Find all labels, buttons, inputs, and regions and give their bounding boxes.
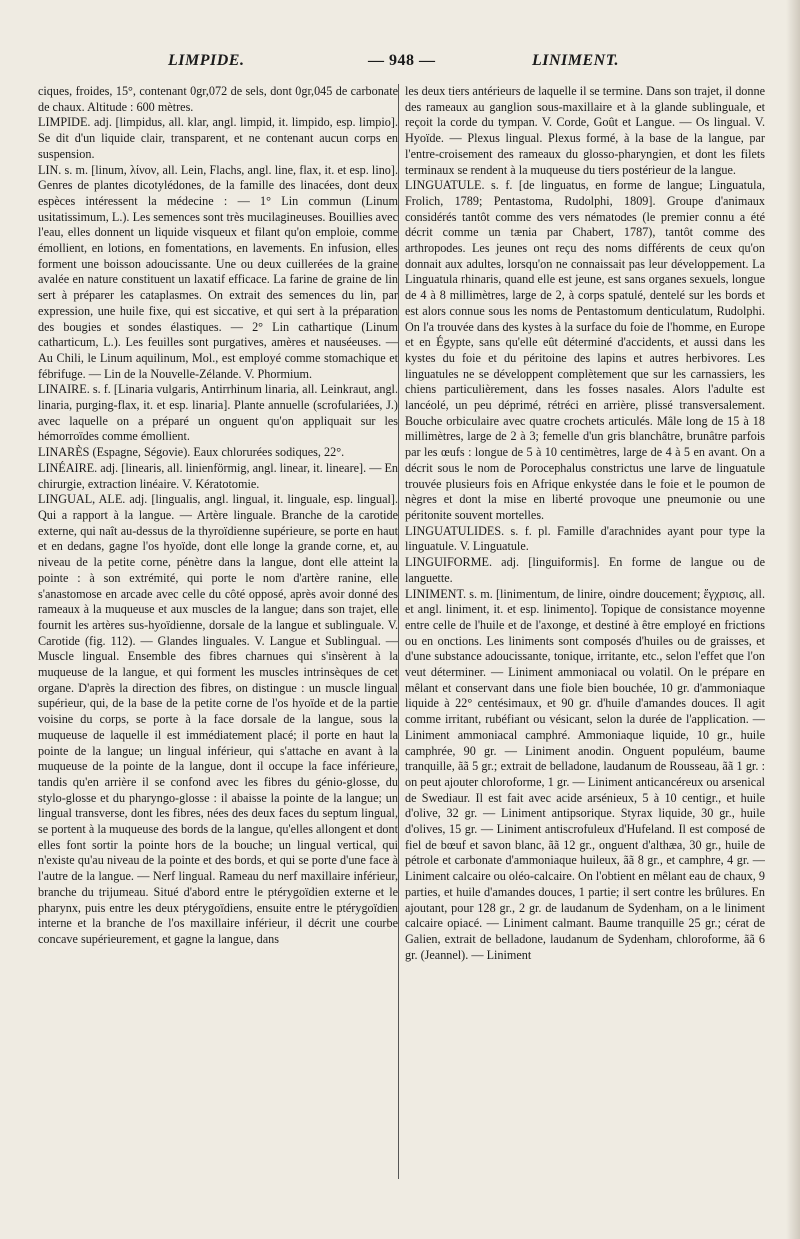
entry-limpide: LIMPIDE. adj. [limpidus, all. klar, angl. limpid, it. limpido, esp. limpio]. Se dit d'un liquide clair, transparent, et ne contenant aucun corps en suspension. — [38, 115, 398, 161]
running-header — [40, 52, 760, 78]
entry-lineaire: LINÉAIRE. adj. [linearis, all. linienförmig, angl. linear, it. lineare]. — En chirurgie, extraction linéaire. V. Kératotomie. — [38, 460, 398, 491]
page-number: — 948 — — [368, 52, 436, 69]
page-edge-shadow — [786, 0, 800, 1239]
entry-linares: LINARÈS (Espagne, Ségovie). Eaux chlorurées sodiques, 22°. — [38, 445, 345, 460]
entry-linguatule: LINGUATULE. s. f. [de linguatus, en forme de langue; Linguatula, Frolich, 1789; Pentastoma, Rudolphi, 1809]. Groupe d'animaux considérés tantôt comme des vers nématodes (le premier connu a été décrit comme un tænia par Chabert, 1787), tantôt comme des arthropodes. Les jeunes ont reçu des noms différents de ceux qu'on donnait aux adultes, lorsqu'on ne connaissait pas leur développement. La Linguatula rhinaris, quand elle est jeune, est sans organes sexuels, longue de 4 à 8 millimètres, large de 2, à corps spatulé, dentelé sur les bords et est alors connue sous les noms de Pentastomum denticulatum, Rudolphi. On l'a trouvée dans des kystes à la surface du foie de l'homme, en Europe et en Égypte, sans qu'elle eût déterminé d'accidents, et aussi dans les kystes du foie et du péritoine des lapins et autres herbivores. Les linguatules ne se développent complètement que sur les carnassiers, les chiens particulièrement, dans les fosses nasales. Alors l'adulte est lancéolé, un peu déprimé, rétréci en arrière, plissé transversalement. Bouche orbiculaire avec quatre crochets articulés. Mâle long de 15 à 18 millimètres, large de 2 à 3; femelle d'un gris blanchâtre, brunâtre parfois par les œufs : longue de 5 à 10 centimètres, large de 4 à 5 en avant. On a décrit sous le nom de Porocephalus constrictus une larve de linguatule trouvée plusieurs fois en Afrique enkystée dans le foie et le poumon de nègres et dont la mise en liberté provoque une pneumonie ou une péritonite souvent mortelles. — [405, 178, 765, 522]
header-right-word: LINIMENT. — [532, 52, 620, 69]
entry-linguiforme: LINGUIFORME. adj. [linguiformis]. En forme de langue ou de languette. — [405, 555, 765, 585]
entry-linguatulides: LINGUATULIDES. s. f. pl. Famille d'arachnides ayant pour type la linguatule. V. Linguatule. — [405, 523, 765, 554]
entry-linaire: LINAIRE. s. f. [Linaria vulgaris, Antirrhinum linaria, all. Leinkraut, angl. linaria, purging-flax, it. et esp. linaria]. Plante annuelle (scrofulariées, J.) avec laquelle on a préparé un onguent qu'on appliquait sur les hémorroïdes comme émollient. — [38, 382, 398, 444]
column-divider — [398, 84, 399, 1179]
right-column — [405, 84, 765, 1184]
entry-paragraph: ciques, froides, 15°, contenant 0gr,072 de sels, dont 0gr,045 de carbonate de chaux. Altitude : 600 mètres. — [38, 84, 398, 114]
entry-liniment: LINIMENT. s. m. [linimentum, de linire, oindre doucement; ἔγχρισις, all. et angl. liniment, it. et esp. linimento]. Topique de consistance moyenne entre celle de l'huile et de l'axonge, et destiné à être employé en frictions ou en onctions. Les liniments sont composés d'huiles ou de graisses, et d'une substance adoucissante, tonique, irritante, etc., selon l'effet que l'on veut déterminer. — Liniment ammoniacal ou volatil. On le prépare en mêlant et conservant dans une fiole bien bouchée, 10 gr. d'ammoniaque liquide à 22° centésimaux, et 90 gr. d'huile d'amandes douces. Il agit comme irritant, rubéfiant ou vésicant, selon la durée de l'application. — Liniment ammoniacal camphré. Ammoniaque liquide, 10 gr., huile camphrée, 90 gr. — Liniment anodin. Onguent populéum, baume tranquille, ãã 5 gr.; extrait de belladone, laudanum de Rousseau, ãã 1 gr. : on peut ajouter chloroforme, 1 gr. — Liniment anticancéreux ou arsenical de Swediaur. Il est fait avec acide arsénieux, 5 à 10 centigr., et huile d'olive, 32 gr. — Liniment antipsorique. Styrax liquide, 30 gr., huile d'olives, 15 gr. — Liniment antiscrofuleux d'Hufeland. Il est composé de fiel de bœuf et savon blanc, ãã 12 gr., onguent d'althæa, 30 gr., huile de pétrole et carbonate d'ammoniaque huileux, ãã 8 gr., et camphre, 4 gr. — Liniment calcaire ou oléo-calcaire. On l'obtient en mêlant eau de chaux, 9 parties, et huile d'amandes douces, 1 partie; il sert contre les brûlures. En ajoutant, pour 128 gr., 2 gr. de laudanum de Sydenham, on a le liniment calcaire opiacé. — Liniment calmant. Baume tranquille 25 gr.; cérat de Galien, extrait de belladone, laudanum de Sydenham, chloroforme, ãã 6 gr. (Jeannel). — Liniment — [405, 586, 765, 962]
entry-paragraph: les deux tiers antérieurs de laquelle il se termine. Dans son trajet, il donne des rameaux au ganglion sous-maxillaire et à la glande sublinguale, et reçoit la corde du tympan. V. Corde, Goût et Langue. — Os lingual. V. Hyoïde. — Plexus lingual. Plexus formé, à la base de la langue, par l'entre-croisement des rameaux du glosso-pharyngien, et dont les filets terminaux se rendent à la muqueuse du tiers postérieur de la langue. — [405, 84, 765, 177]
header-left-word: LIMPIDE. — [168, 52, 245, 69]
entry-lin: LIN. s. m. [linum, λίνον, all. Lein, Flachs, angl. line, flax, it. et esp. lino]. Genres de plantes dicotylédones, de la famille des linacées, dont deux espèces intéressent la médecine : — 1° Lin commun (Linum usitatissimum, L.). Les semences sont très mucilagineuses. Bouillies avec l'eau, elles donnent un liquide visqueux et filant qu'on emploie, comme émollient, en lotions, en fomentations, en lavements. En infusion, elles forment une boisson adoucissante. Une ou deux cuillerées de la graine avalée en nature constituent un laxatif efficace. La farine de graine de lin sert à préparer les cataplasmes. On extrait des semences du lin, par expression, une huile fixe, qui est siccative, et qui sert à la préparation des bougies et sondes élastiques. — 2° Lin cathartique (Linum catharticum, L.). Les feuilles sont purgatives, amères et nauséeuses. — Au Chili, le Linum aquilinum, Mol., est employé comme stomachique et fébrifuge. — Lin de la Nouvelle-Zélande. V. Phormium. — [38, 162, 398, 381]
entry-lingual: LINGUAL, ALE. adj. [lingualis, angl. lingual, it. linguale, esp. lingual]. Qui a rapport à la langue. — Artère linguale. Branche de la carotide externe, qui naît au-dessus de la thyroïdienne supérieure, se porte en haut et en dedans, gagne l'os hyoïde, dont elle longe la grande corne, et, au niveau de la petite corne, pénètre dans la langue, dont elle atteint la pointe : à son extrémité, qui porte le nom d'artère ranine, elle s'anastomose en arcade avec celle du côté opposé, après avoir donné des rameaux à la muqueuse et aux muscles de la langue; dans son trajet, elle fournit les artères sus-hyoïdienne, dorsale de la langue et sublinguale. V. Carotide (fig. 112). — Glandes linguales. V. Langue et Sublingual. — Muscle lingual. Ensemble des fibres charnues qui s'insèrent à la muqueuse de la langue, et qui forment les muscles intrinsèques de cet organe. D'après la direction des fibres, on distingue : un muscle lingual supérieur, qui, de la base de la petite corne de l'os hyoïde et de la partie voisine du corps, se porte à la face dorsale de la langue, sous la muqueuse de laquelle il est immédiatement placé; il porte en haut la pointe de la langue; un lingual inférieur, qui s'attache en avant à la muqueuse de la pointe de la langue, dont il occupe la face inférieure, tandis qu'en arrière il se confond avec les fibres du génio-glosse, du stylo-glosse et du pharyngo-glosse : il abaisse la pointe de la langue; un lingual transverse, dont les fibres, nées des deux faces du septum lingual, se portent à la muqueuse des bords de la langue, qu'elles allongent et dont elles font sortir la pointe hors de la bouche; un lingual vertical, qui n'existe qu'au niveau de la pointe et des bords, et qui se porte d'une face à l'autre de la langue. — Nerf lingual. Rameau du nerf maxillaire inférieur, branche du trijumeau. Situé d'abord entre le ptérygoïdien externe et le pharynx, puis entre les deux ptérygoïdiens, ensuite entre le ptérygoïdien interne et la branche de l'os maxillaire inférieur, il décrit une courbe concave supérieurement, et gagne la langue, dans — [38, 492, 398, 946]
left-column — [38, 84, 398, 1184]
